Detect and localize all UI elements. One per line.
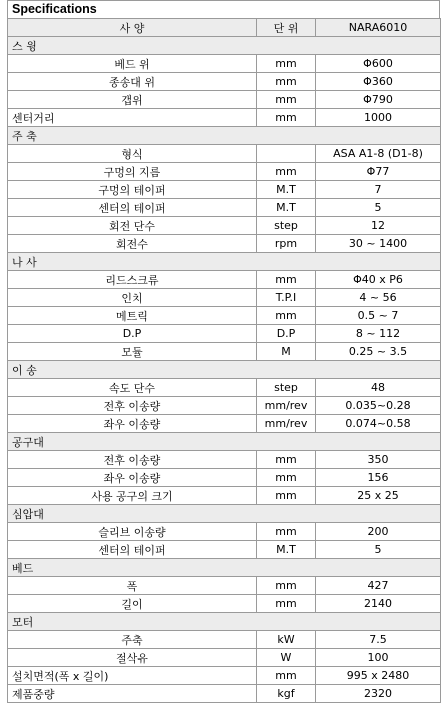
- spec-item-label: 전후 이송량: [8, 397, 257, 415]
- spec-row: [8, 181, 441, 199]
- spec-value: Φ40 x P6: [316, 271, 441, 289]
- spec-unit: mm: [257, 595, 316, 613]
- section-label: 이 송: [8, 361, 441, 379]
- spec-item-label: 센터거리: [8, 109, 257, 127]
- spec-item-label: 폭: [8, 577, 257, 595]
- spec-unit: mm: [257, 73, 316, 91]
- spec-value: 0.5 ~ 7: [316, 307, 441, 325]
- spec-row: [8, 469, 441, 487]
- spec-row: [8, 541, 441, 559]
- spec-row: [8, 217, 441, 235]
- spec-unit: mm: [257, 523, 316, 541]
- section-label: 나 사: [8, 253, 441, 271]
- spec-value: 100: [316, 649, 441, 667]
- spec-value: 427: [316, 577, 441, 595]
- spec-value: 7.5: [316, 631, 441, 649]
- spec-item-label: 회전수: [8, 235, 257, 253]
- spec-unit: rpm: [257, 235, 316, 253]
- spec-row: [8, 235, 441, 253]
- spec-row: [8, 91, 441, 109]
- spec-item-label: 전후 이송량: [8, 451, 257, 469]
- spec-item-label: 종송대 위: [8, 73, 257, 91]
- spec-value: Φ77: [316, 163, 441, 181]
- spec-value: Φ790: [316, 91, 441, 109]
- spec-unit: mm: [257, 469, 316, 487]
- spec-value: 30 ~ 1400: [316, 235, 441, 253]
- spec-value: 1000: [316, 109, 441, 127]
- spec-row: [8, 595, 441, 613]
- spec-item-label: 회전 단수: [8, 217, 257, 235]
- spec-unit: mm: [257, 91, 316, 109]
- section-label: 모터: [8, 613, 441, 631]
- spec-item-label: 센터의 테이퍼: [8, 199, 257, 217]
- spec-value: 48: [316, 379, 441, 397]
- spec-unit: [257, 145, 316, 163]
- spec-unit: mm: [257, 307, 316, 325]
- section-row: [8, 253, 441, 271]
- spec-item-label: 좌우 이송량: [8, 469, 257, 487]
- spec-item-label: 모듈: [8, 343, 257, 361]
- spec-value: 7: [316, 181, 441, 199]
- section-row: [8, 505, 441, 523]
- section-label: 스 윙: [8, 37, 441, 55]
- spec-value: 0.074~0.58: [316, 415, 441, 433]
- spec-unit: kW: [257, 631, 316, 649]
- spec-unit: M.T: [257, 541, 316, 559]
- spec-row: [8, 163, 441, 181]
- section-label: 주 축: [8, 127, 441, 145]
- spec-row: [8, 523, 441, 541]
- spec-row: [8, 145, 441, 163]
- header-unit: 단 위: [257, 19, 316, 37]
- spec-item-label: 구멍의 지름: [8, 163, 257, 181]
- spec-unit: T.P.I: [257, 289, 316, 307]
- spec-value: 995 x 2480: [316, 667, 441, 685]
- spec-unit: step: [257, 217, 316, 235]
- spec-value: 2140: [316, 595, 441, 613]
- spec-unit: M.T: [257, 199, 316, 217]
- spec-value: ASA A1-8 (D1-8): [316, 145, 441, 163]
- spec-unit: mm: [257, 487, 316, 505]
- spec-unit: mm/rev: [257, 397, 316, 415]
- spec-unit: mm: [257, 577, 316, 595]
- spec-row: [8, 397, 441, 415]
- spec-item-label: 좌우 이송량: [8, 415, 257, 433]
- spec-item-label: 제품중량: [8, 685, 257, 703]
- spec-value: 156: [316, 469, 441, 487]
- spec-unit: mm: [257, 271, 316, 289]
- spec-value: 2320: [316, 685, 441, 703]
- table-title: Specifications: [7, 0, 440, 18]
- spec-row: [8, 199, 441, 217]
- spec-item-label: 속도 단수: [8, 379, 257, 397]
- spec-unit: mm: [257, 109, 316, 127]
- spec-item-label: 길이: [8, 595, 257, 613]
- spec-item-label: 리드스크류: [8, 271, 257, 289]
- spec-item-label: 형식: [8, 145, 257, 163]
- spec-value: 5: [316, 541, 441, 559]
- spec-value: 12: [316, 217, 441, 235]
- spec-item-label: 인치: [8, 289, 257, 307]
- spec-item-label: 절삭유: [8, 649, 257, 667]
- spec-row: [8, 487, 441, 505]
- spec-row: [8, 379, 441, 397]
- spec-row: [8, 451, 441, 469]
- spec-row: [8, 73, 441, 91]
- spec-value: 0.25 ~ 3.5: [316, 343, 441, 361]
- header-item: 사 양: [8, 19, 257, 37]
- spec-value: 8 ~ 112: [316, 325, 441, 343]
- spec-row: [8, 307, 441, 325]
- specifications-table: [7, 18, 441, 703]
- spec-row: [8, 289, 441, 307]
- spec-row: [8, 631, 441, 649]
- spec-row: [8, 577, 441, 595]
- spec-unit: D.P: [257, 325, 316, 343]
- spec-item-label: 센터의 테이퍼: [8, 541, 257, 559]
- spec-value: 350: [316, 451, 441, 469]
- spec-row: [8, 55, 441, 73]
- spec-value: Φ360: [316, 73, 441, 91]
- spec-value: 0.035~0.28: [316, 397, 441, 415]
- spec-item-label: 사용 공구의 크기: [8, 487, 257, 505]
- section-row: [8, 37, 441, 55]
- spec-unit: mm: [257, 667, 316, 685]
- spec-item-label: 주축: [8, 631, 257, 649]
- spec-unit: kgf: [257, 685, 316, 703]
- spec-item-label: 슬리브 이송량: [8, 523, 257, 541]
- section-row: [8, 559, 441, 577]
- spec-item-label: 메트릭: [8, 307, 257, 325]
- spec-unit: mm/rev: [257, 415, 316, 433]
- spec-value: 4 ~ 56: [316, 289, 441, 307]
- spec-unit: W: [257, 649, 316, 667]
- spec-row: [8, 415, 441, 433]
- spec-item-label: D.P: [8, 325, 257, 343]
- section-label: 심압대: [8, 505, 441, 523]
- spec-unit: mm: [257, 451, 316, 469]
- spec-row: [8, 667, 441, 685]
- spec-item-label: 갭위: [8, 91, 257, 109]
- section-row: [8, 127, 441, 145]
- spec-unit: M.T: [257, 181, 316, 199]
- spec-unit: mm: [257, 55, 316, 73]
- header-row: [8, 19, 441, 37]
- spec-unit: mm: [257, 163, 316, 181]
- spec-value: 25 x 25: [316, 487, 441, 505]
- spec-row: [8, 109, 441, 127]
- spec-row: [8, 685, 441, 703]
- spec-item-label: 설치면적(폭 x 길이): [8, 667, 257, 685]
- section-row: [8, 613, 441, 631]
- section-label: 공구대: [8, 433, 441, 451]
- section-label: 베드: [8, 559, 441, 577]
- spec-value: 5: [316, 199, 441, 217]
- section-row: [8, 433, 441, 451]
- spec-value: Φ600: [316, 55, 441, 73]
- spec-item-label: 베드 위: [8, 55, 257, 73]
- spec-row: [8, 343, 441, 361]
- section-row: [8, 361, 441, 379]
- spec-row: [8, 271, 441, 289]
- spec-unit: step: [257, 379, 316, 397]
- header-model: NARA6010: [316, 19, 441, 37]
- spec-row: [8, 325, 441, 343]
- specifications-table-wrapper: [7, 0, 440, 703]
- spec-item-label: 구멍의 테이퍼: [8, 181, 257, 199]
- spec-value: 200: [316, 523, 441, 541]
- spec-unit: M: [257, 343, 316, 361]
- spec-row: [8, 649, 441, 667]
